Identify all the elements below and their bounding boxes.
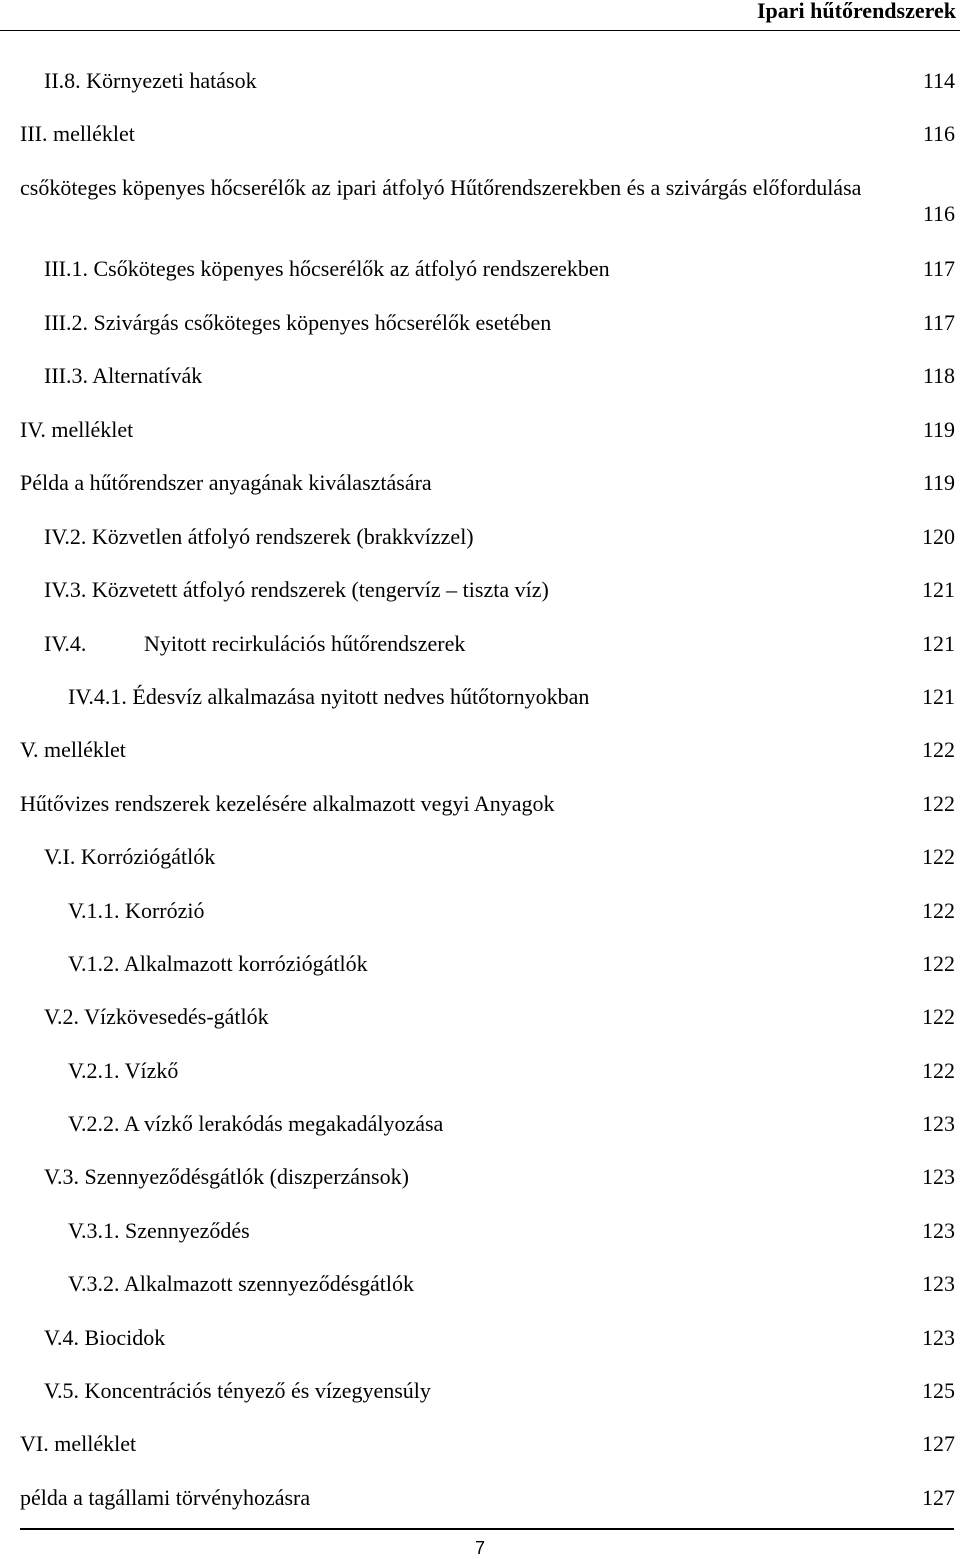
toc-entry-page: 123 (922, 1325, 955, 1350)
toc-entry-page: 122 (922, 951, 955, 976)
toc-entry-page: 127 (922, 1485, 955, 1510)
toc-entry-title: példa a tagállami törvényhozásra (20, 1485, 311, 1510)
toc-entry-page: 117 (922, 256, 955, 281)
toc-entry-title: III. melléklet (20, 121, 135, 146)
toc-entry-page: 116 (922, 121, 955, 146)
toc-entry-title: IV.2. Közvetlen átfolyó rendszerek (brakkvízzel) (44, 524, 474, 549)
toc-entry-title: Példa a hűtőrendszer anyagának kiválasztására (20, 470, 432, 495)
toc-entry-title: IV.4. (44, 631, 87, 656)
toc-entry-title: II.8. Környezeti hatások (44, 68, 257, 93)
toc-entry-page: 122 (922, 737, 955, 762)
toc-entry-page: 122 (922, 898, 955, 923)
toc-entry-title-tabbed: Nyitott recirkulációs hűtőrendszerek (144, 631, 466, 656)
toc-entry-title: VI. melléklet (20, 1431, 137, 1456)
toc-entry-title: IV.3. Közvetett átfolyó rendszerek (tengervíz – tiszta víz) (44, 577, 549, 602)
toc-entry-title: V.2.2. A vízkő lerakódás megakadályozása (68, 1111, 444, 1136)
toc-entry-page: 118 (922, 363, 955, 388)
toc-entry-page: 119 (922, 417, 955, 442)
toc-entry-page: 120 (922, 524, 955, 549)
toc-entry-title: III.3. Alternatívák (44, 363, 203, 388)
toc-entry-page: 122 (922, 791, 955, 816)
footer-divider (20, 1528, 954, 1530)
toc-entry-title: V.3.1. Szennyeződés (68, 1218, 250, 1243)
toc-entry-title: V.3.2. Alkalmazott szennyeződésgátlók (68, 1271, 415, 1296)
toc-entry-title: III.2. Szivárgás csőköteges köpenyes hőcserélők esetében (44, 310, 552, 335)
toc-entry-page: 121 (922, 631, 955, 656)
toc-entry-title: III.1. Csőköteges köpenyes hőcserélők az átfolyó rendszerekben (44, 256, 610, 281)
toc-entry-page: 123 (922, 1111, 955, 1136)
toc-entry-page: 119 (922, 470, 955, 495)
toc-entry-title: V.4. Biocidok (44, 1325, 166, 1350)
header-divider (0, 30, 960, 31)
toc-entry-page: 114 (922, 68, 955, 93)
toc-entry-page: 117 (922, 310, 955, 335)
toc-entry-title: V.1.2. Alkalmazott korróziógátlók (68, 951, 368, 976)
toc-entry-title: IV. melléklet (20, 417, 134, 442)
toc-entry-page: 125 (922, 1378, 955, 1403)
toc-entry-page: 122 (922, 844, 955, 869)
toc-entry-page: 122 (922, 1058, 955, 1083)
toc-entry-page: 121 (922, 577, 955, 602)
toc-entry-title: csőköteges köpenyes hőcserélők az ipari átfolyó Hűtőrendszerekben és a szivárgás előfordulása (20, 175, 862, 200)
toc-entry-title: V.5. Koncentrációs tényező és vízegyensúly (44, 1378, 431, 1403)
page-number: 7 (474, 1538, 485, 1558)
toc-entry-page: 127 (922, 1431, 955, 1456)
toc-entry-title: V.2. Vízkövesedés-gátlók (44, 1004, 269, 1029)
header-title: Ipari hűtőrendszerek (756, 0, 956, 23)
toc-entry-title: V. melléklet (20, 737, 126, 762)
toc-entry-title: V.1.1. Korrózió (68, 898, 205, 923)
toc-entry-page: 122 (922, 1004, 955, 1029)
toc-entry-title: V.3. Szennyeződésgátlók (diszperzánsok) (44, 1164, 409, 1189)
toc-entry-title: V.2.1. Vízkő (68, 1058, 179, 1083)
toc-entry-page: 116 (922, 201, 955, 226)
toc-entry-title: Hűtővizes rendszerek kezelésére alkalmazott vegyi Anyagok (20, 791, 555, 816)
toc-entry-page: 123 (922, 1164, 955, 1189)
toc-entry-page: 123 (922, 1271, 955, 1296)
toc-entry-title: V.I. Korróziógátlók (44, 844, 216, 869)
toc-entry-page: 123 (922, 1218, 955, 1243)
toc-entry-page: 121 (922, 684, 955, 709)
toc-entry-title: IV.4.1. Édesvíz alkalmazása nyitott nedves hűtőtornyokban (68, 684, 590, 709)
